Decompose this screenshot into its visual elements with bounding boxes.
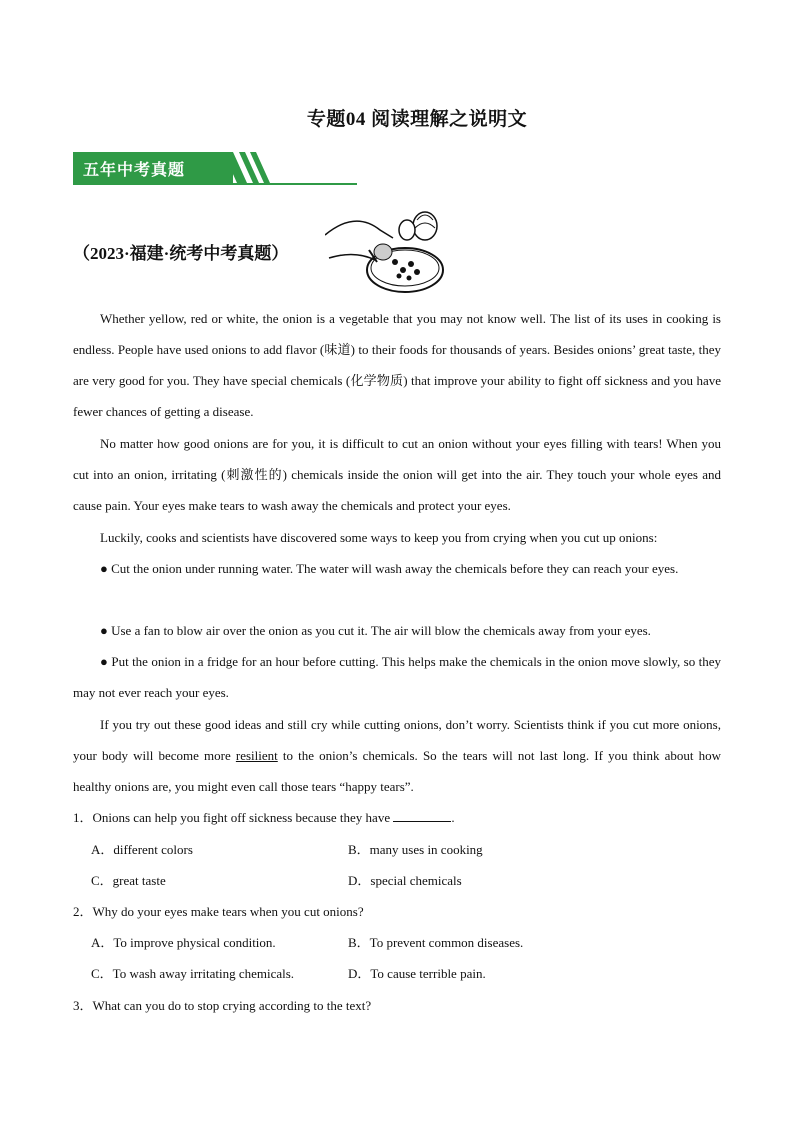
- onion-cutting-illustration: [325, 200, 460, 300]
- section-label: 五年中考真题: [83, 160, 186, 179]
- q2-option-d[interactable]: D．To cause terrible pain.: [348, 966, 486, 981]
- q1-option-d[interactable]: D．special chemicals: [348, 873, 462, 888]
- paragraph-4: [73, 709, 721, 802]
- bullet-1: ● Cut the onion under running water. The water will wash away the chemicals before they can reach your eyes.: [100, 561, 679, 576]
- section-banner: [73, 152, 357, 186]
- paragraph-4-end: to the onion’s chemicals. So the tears will not last long. If you think about how healthy onions are, you might even call those tears “happy tears”.: [73, 748, 721, 794]
- question-1-stem: 1．Onions can help you fight off sickness because they have: [73, 810, 394, 825]
- underlined-word: resilient: [235, 748, 278, 763]
- page-title: 专题04 阅读理解之说明文: [306, 109, 528, 130]
- q1-option-a[interactable]: A．different colors: [91, 842, 193, 857]
- q1-option-b[interactable]: B．many uses in cooking: [348, 842, 483, 857]
- q2-option-a[interactable]: A．To improve physical condition.: [91, 935, 276, 950]
- exam-source: （2023·福建·统考中考真题）: [73, 244, 289, 263]
- paragraph-2: No matter how good onions are for you, it is difficult to cut an onion without your eyes filling with tears! When you cut into an onion, irritating (刺激性的) chemicals inside the onion will get into the air. They touch your whole eyes and cause pain. Your eyes make tears to wash away the chemicals and protect your eyes.: [73, 436, 721, 513]
- paragraph-1: Whether yellow, red or white, the onion is a vegetable that you may not know well. The list of its uses in cooking is endless. People have used onions to add flavor (味道) to their foods for thousands of years. Besides onions’ great taste, they are very good for you. They have special chemicals (化学物质) that improve your ability to fight off sickness and you have fewer chances of getting a disease.: [73, 311, 721, 419]
- question-3: 3．What can you do to stop crying according to the text?: [73, 998, 372, 1013]
- answer-blank: [393, 809, 451, 822]
- paragraph-3: Luckily, cooks and scientists have discovered some ways to keep you from crying when you cut up onions:: [100, 530, 658, 545]
- question-1: [73, 802, 721, 833]
- bullet-2: ● Use a fan to blow air over the onion as you cut it. The air will blow the chemicals away from your eyes.: [100, 623, 651, 638]
- paragraph-4-start: If you try out these good ideas and still cry while cutting onions, don’t worry. Scientists think if you cut more onions, your body will become more: [73, 717, 721, 763]
- q2-option-b[interactable]: B．To prevent common diseases.: [348, 935, 524, 950]
- q1-option-c[interactable]: C．great taste: [91, 873, 166, 888]
- stripes-decoration: [223, 152, 283, 183]
- question-1-end: .: [451, 810, 455, 825]
- q2-option-c[interactable]: C．To wash away irritating chemicals.: [91, 966, 295, 981]
- question-2: 2．Why do your eyes make tears when you cut onions?: [73, 904, 364, 919]
- section-underline: [73, 183, 357, 185]
- bullet-3: ● Put the onion in a fridge for an hour before cutting. This helps make the chemicals in the onion move slowly, so they may not ever reach your eyes.: [73, 654, 721, 700]
